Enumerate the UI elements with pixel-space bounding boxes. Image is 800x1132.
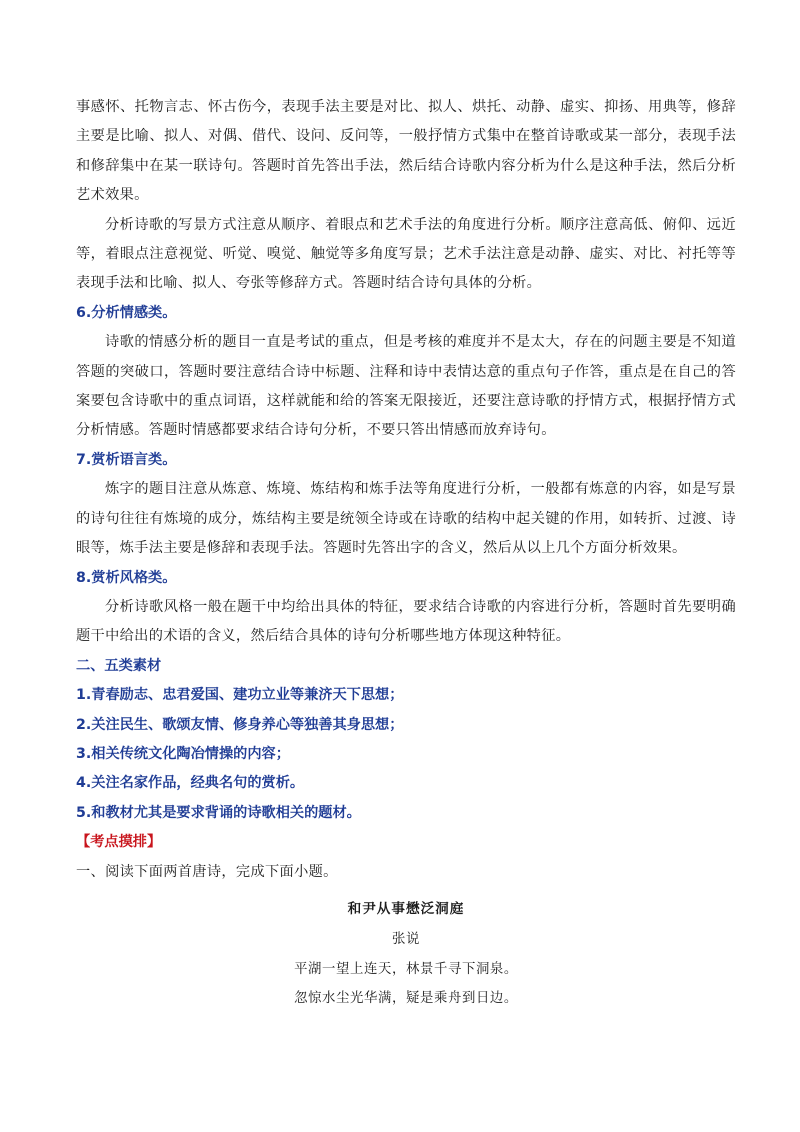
section-title-exercise: 【考点摸排】 bbox=[76, 834, 162, 851]
materials-item-5: 5.和教材尤其是要求背诵的诗歌相关的题材。 bbox=[76, 804, 361, 821]
exercise-instruction: 一、阅读下面两首唐诗，完成下面小题。 bbox=[76, 863, 338, 880]
paragraph-language: 炼字的题目注意从炼意、炼境、炼结构和炼手法等角度进行分析，一般都有炼意的内容，如是写景的诗句往往有炼境的成分，炼结构主要是统领全诗或在诗歌的结构中起关键的作用，如转折、过渡、诗眼等，炼手法主要是修辞和表现手法。答题时先答出字的含义，然后从以上几个方面分析效果。 bbox=[76, 481, 736, 557]
heading-style: 8.赏析风格类。 bbox=[76, 569, 177, 586]
document-page bbox=[76, 93, 736, 1014]
poem-line-1: 平湖一望上连天，林景千寻下洞泉。 bbox=[294, 961, 518, 977]
materials-item-3: 3.相关传统文化陶冶情操的内容； bbox=[76, 745, 290, 762]
poem-title: 和尹从事懋泛洞庭 bbox=[347, 900, 465, 917]
heading-emotion: 6.分析情感类。 bbox=[76, 304, 177, 321]
poem-author: 张说 bbox=[392, 931, 420, 947]
paragraph-scenery: 分析诗歌的写景方式注意从顺序、着眼点和艺术手法的角度进行分析。顺序注意高低、俯仰、远近等，着眼点注意视觉、听觉、嗅觉、触觉等多角度写景；艺术手法注意是动静、虚实、对比、衬托等等表现手法和比喻、拟人、夸张等修辞方式。答题时结合诗句具体的分析。 bbox=[76, 216, 736, 292]
heading-language: 7.赏析语言类。 bbox=[76, 451, 177, 468]
paragraph-techniques: 事感怀、托物言志、怀古伤今，表现手法主要是对比、拟人、烘托、动静、虚实、抑扬、用典等，修辞主要是比喻、拟人、对偶、借代、设问、反问等，一般抒情方式集中在整首诗歌或某一部分，表现手法和修辞集中在某一联诗句。答题时首先答出手法，然后结合诗歌内容分析为什么是这种手法，然后分析艺术效果。 bbox=[76, 99, 736, 204]
paragraph-style: 分析诗歌风格一般在题干中均给出具体的特征，要求结合诗歌的内容进行分析，答题时首先要明确题干中给出的术语的含义，然后结合具体的诗句分析哪些地方体现这种特征。 bbox=[76, 598, 736, 645]
heading-materials: 二、五类素材 bbox=[76, 657, 162, 674]
materials-item-2: 2.关注民生、歌颂友情、修身养心等独善其身思想； bbox=[76, 716, 404, 733]
materials-item-1: 1.青春励志、忠君爱国、建功立业等兼济天下思想； bbox=[76, 687, 404, 704]
poem-line-2: 忽惊水尘光华满，疑是乘舟到日边。 bbox=[294, 991, 518, 1007]
materials-item-4: 4.关注名家作品，经典名句的赏析。 bbox=[76, 775, 305, 792]
paragraph-emotion: 诗歌的情感分析的题目一直是考试的重点，但是考核的难度并不是太大，存在的问题主要是不知道答题的突破口，答题时要注意结合诗中标题、注释和诗中表情达意的重点句子作答，重点是在自己的答案要包含诗歌中的重点词语，这样就能和给的答案无限接近，还要注意诗歌的抒情方式，根据抒情方式分析情感。答题时情感都要求结合诗句分析，不要只答出情感而放弃诗句。 bbox=[76, 334, 736, 439]
